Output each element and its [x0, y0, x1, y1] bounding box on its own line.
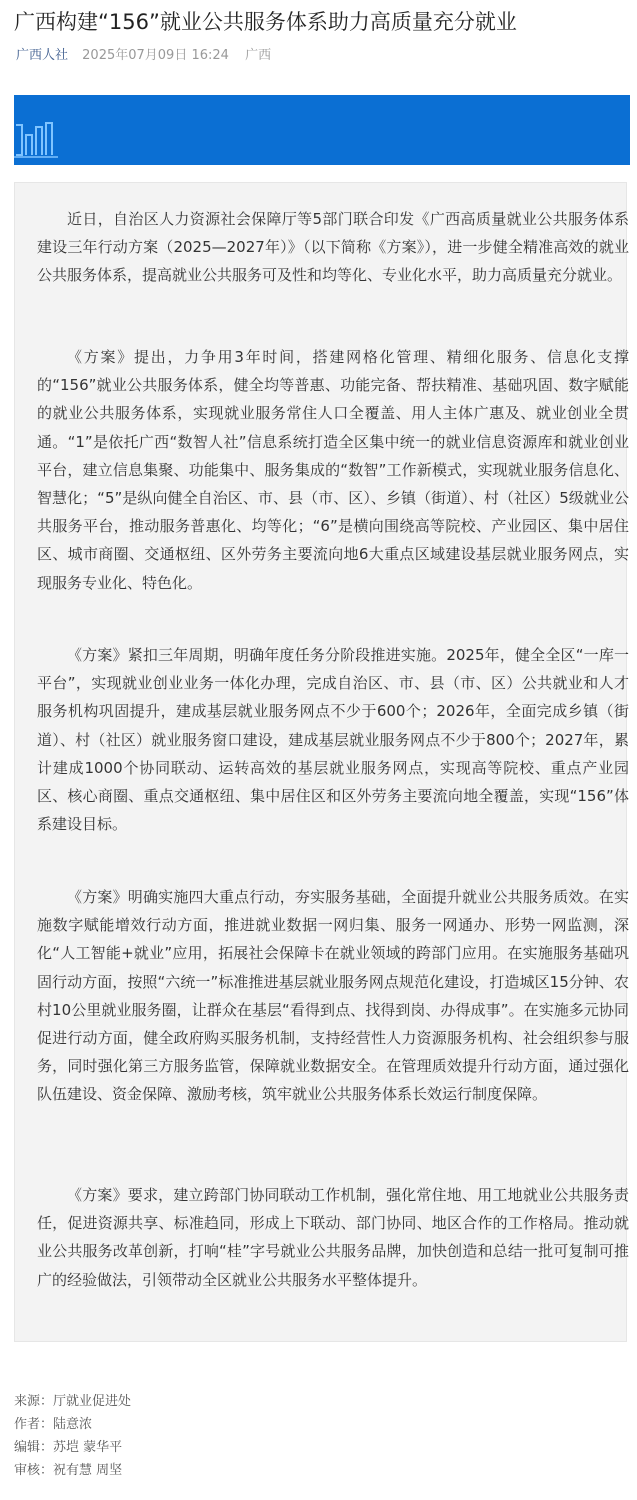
paragraph-3: 《方案》紧扣三年周期，明确年度任务分阶段推进实施。2025年，健全全区“一库一平台”，实现就业创业业务一体化办理，完成自治区、市、县（市、区）公共就业和人才服务机构巩固提升，建成基层就业服务网点不少于600个；2026年，全面完成乡镇（街道）、村（社区）就业服务窗口建设，建成基层就业服务网点不少于800个；2027年，累计建成1000个协同联动、运转高效的基层就业服务网点，实现高等院校、重点产业园区、核心商圈、重点交通枢纽、集中居住区和区外劳务主要流向地全覆盖，实现“156”体系建设目标。 — [37, 646, 629, 834]
source-row — [14, 1390, 131, 1413]
article-author[interactable]: 广西人社 — [16, 48, 69, 63]
editor-label: 编辑： — [14, 1440, 54, 1455]
paragraph-4: 《方案》明确实施四大重点行动，夯实服务基础，全面提升就业公共服务质效。在实施数字赋能增效行动方面，推进就业数据一网归集、服务一网通办、形势一网监测，深化“人工智能+就业”应用，拓展社会保障卡在就业领域的跨部门应用。在实施服务基础巩固行动方面，按照“六统一”标准推进基层就业服务网点规范化建设，打造城区15分钟、农村10公里就业服务圈，让群众在基层“看得到点、找得到岗、办得成事”。在实施多元协同促进行动方面，健全政府购买服务机制，支持经营性人力资源服务机构、社会组织参与服务，同时强化第三方服务监管，保障就业数据安全。在管理质效提升行动方面，通过强化队伍建设、资金保障、激励考核，筑牢就业公共服务体系长效运行制度保障。 — [37, 888, 629, 1104]
paragraph-5: 《方案》要求，建立跨部门协同联动工作机制，强化常住地、用工地就业公共服务责任，促进资源共享、标准趋同，形成上下联动、部门协同、地区合作的工作格局。推动就业公共服务改革创新，打响“桂”字号就业公共服务品牌，加快创造和总结一批可复制可推广的经验做法，引领带动全区就业公共服务水平整体提升。 — [37, 1186, 629, 1289]
article-datetime: 2025年07月09日 16:24 — [82, 48, 229, 63]
article-title: 广西构建“156”就业公共服务体系助力高质量充分就业 — [14, 10, 517, 34]
paragraph-1: 近日，自治区人力资源社会保障厅等5部门联合印发《广西高质量就业公共服务体系建设三年行动方案（2025—2027年）》（以下简称《方案》），进一步健全精准高效的就业公共服务体系，提高就业公共服务可及性和均等化、专业化水平，助力高质量充分就业。 — [37, 210, 629, 285]
author-label: 作者： — [14, 1417, 54, 1432]
editor-value: 苏垲 蒙华平 — [53, 1440, 123, 1455]
editor-row — [14, 1436, 131, 1459]
reviewer-row — [14, 1459, 131, 1482]
bar-chart-outline-icon — [14, 95, 630, 165]
article-meta — [16, 47, 271, 65]
article-footer — [14, 1390, 131, 1482]
author-value: 陆意浓 — [53, 1417, 93, 1432]
article-region: 广西 — [245, 48, 272, 63]
reviewer-label: 审核： — [14, 1463, 54, 1478]
author-row — [14, 1413, 131, 1436]
article-body — [14, 182, 627, 1342]
header-banner — [14, 95, 630, 165]
paragraph-2: 《方案》提出，力争用3年时间，搭建网格化管理、精细化服务、信息化支撑的“156”就业公共服务体系，健全均等普惠、功能完备、帮扶精准、基础巩固、数字赋能的就业公共服务体系，实现就业服务常住人口全覆盖、用人主体广惠及、就业创业全贯通。“1”是依托广西“数智人社”信息系统打造全区集中统一的就业信息资源库和就业创业平台，建立信息集聚、功能集中、服务集成的“数智”工作新模式，实现就业服务信息化、智慧化；“5”是纵向健全自治区、市、县（市、区）、乡镇（街道）、村（社区）5级就业公共服务平台，推动服务普惠化、均等化；“6”是横向围绕高等院校、产业园区、集中居住区、城市商圈、交通枢纽、区外劳务主要流向地6大重点区域建设基层就业服务网点，实现服务专业化、特色化。 — [37, 348, 629, 592]
reviewer-value: 祝有慧 周坚 — [53, 1463, 123, 1478]
source-label: 来源： — [14, 1394, 54, 1409]
source-value: 厅就业促进处 — [53, 1394, 132, 1409]
